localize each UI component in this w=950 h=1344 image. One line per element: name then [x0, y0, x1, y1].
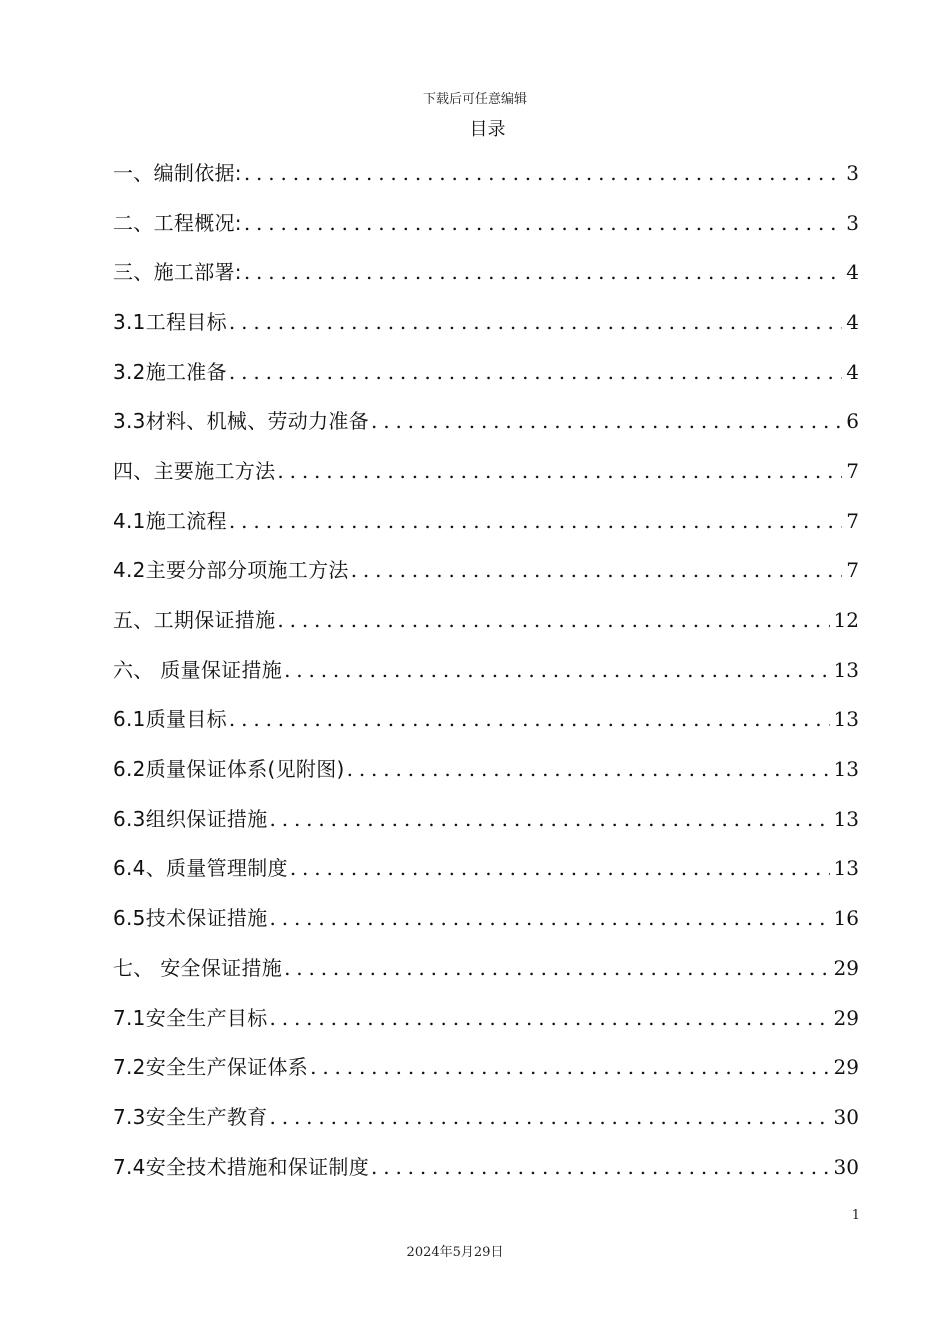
page-number: 1	[851, 1208, 860, 1223]
toc-entry-page: 4	[846, 359, 859, 384]
toc-entry[interactable]	[113, 347, 859, 397]
toc-entry[interactable]	[113, 148, 859, 198]
toc-entry-label: 七、 安全保证措施	[113, 955, 283, 980]
toc-entry-label: 二、工程概况:	[113, 210, 242, 235]
toc-entry-page: 4	[846, 260, 859, 285]
toc-entry-page: 6	[846, 409, 859, 434]
toc-entry-label: 4.2主要分部分项施工方法	[113, 558, 349, 583]
toc-dot-leader	[284, 658, 829, 682]
toc-dot-leader	[229, 509, 842, 533]
toc-entry-label: 五、工期保证措施	[113, 608, 276, 633]
toc-entry-label: 3.3材料、机械、劳动力准备	[113, 409, 370, 434]
toc-entry-page: 7	[846, 508, 859, 533]
toc-entry[interactable]	[113, 1142, 859, 1192]
toc-entry-page: 7	[846, 558, 859, 583]
header-note: 下载后可任意编辑	[422, 92, 527, 107]
toc-entry-page: 29	[833, 955, 859, 980]
toc-entry[interactable]	[113, 247, 859, 297]
toc-dot-leader	[284, 956, 829, 980]
toc-title: 目录	[469, 119, 506, 140]
toc-entry-label: 6.5技术保证措施	[113, 906, 268, 931]
toc-entry-label: 7.4安全技术措施和保证制度	[113, 1154, 370, 1179]
toc-dot-leader	[229, 707, 830, 731]
toc-entry-page: 30	[833, 1154, 859, 1179]
toc-dot-leader	[277, 459, 842, 483]
toc-entry-label: 7.2安全生产保证体系	[113, 1055, 309, 1080]
toc-entry[interactable]	[113, 744, 859, 794]
toc-entry-page: 4	[846, 309, 859, 334]
toc-entry[interactable]	[113, 396, 859, 446]
toc-dot-leader	[371, 409, 842, 433]
toc-dot-leader	[290, 856, 830, 880]
toc-entry[interactable]	[113, 546, 859, 596]
toc-dot-leader	[371, 1155, 830, 1179]
toc-entry-page: 13	[833, 856, 859, 881]
toc-entry-label: 3.2施工准备	[113, 359, 227, 384]
toc-entry-page: 13	[833, 657, 859, 682]
toc-entry[interactable]	[113, 695, 859, 745]
toc-entry-page: 12	[833, 608, 859, 633]
toc-entry-page: 13	[833, 757, 859, 782]
toc-entry-label: 6.1质量目标	[113, 707, 227, 732]
toc-entry-label: 6.4、质量管理制度	[113, 856, 288, 881]
toc-dot-leader	[229, 360, 842, 384]
toc-entry-page: 3	[846, 210, 859, 235]
toc-dot-leader	[270, 1006, 830, 1030]
table-of-contents	[113, 148, 859, 1191]
toc-dot-leader	[244, 161, 842, 185]
toc-entry-label: 7.1安全生产目标	[113, 1005, 268, 1030]
toc-entry[interactable]	[113, 496, 859, 546]
toc-dot-leader	[270, 807, 830, 831]
toc-entry[interactable]	[113, 446, 859, 496]
toc-dot-leader	[351, 558, 843, 582]
toc-dot-leader	[244, 211, 842, 235]
toc-entry-label: 六、 质量保证措施	[113, 657, 283, 682]
toc-dot-leader	[347, 757, 830, 781]
toc-entry[interactable]	[113, 844, 859, 894]
toc-entry-page: 3	[846, 160, 859, 185]
toc-dot-leader	[270, 906, 830, 930]
toc-entry[interactable]	[113, 297, 859, 347]
toc-entry-page: 30	[833, 1104, 859, 1129]
toc-entry[interactable]	[113, 645, 859, 695]
toc-entry[interactable]	[113, 993, 859, 1043]
toc-entry-page: 29	[833, 1005, 859, 1030]
toc-dot-leader	[310, 1055, 829, 1079]
toc-entry[interactable]	[113, 893, 859, 943]
toc-entry-label: 7.3安全生产教育	[113, 1104, 268, 1129]
toc-entry[interactable]	[113, 595, 859, 645]
toc-entry[interactable]	[113, 1092, 859, 1142]
toc-entry-label: 一、编制依据:	[113, 160, 242, 185]
toc-dot-leader	[270, 1105, 830, 1129]
toc-entry-page: 7	[846, 458, 859, 483]
toc-dot-leader	[229, 310, 842, 334]
toc-entry[interactable]	[113, 1042, 859, 1092]
toc-entry-label: 6.2质量保证体系(见附图)	[113, 757, 345, 782]
toc-dot-leader	[277, 608, 829, 632]
toc-entry-label: 4.1施工流程	[113, 508, 227, 533]
toc-entry-page: 13	[833, 806, 859, 831]
toc-entry-label: 6.3组织保证措施	[113, 806, 268, 831]
toc-entry[interactable]	[113, 198, 859, 248]
toc-entry-page: 13	[833, 707, 859, 732]
toc-entry-page: 16	[833, 906, 859, 931]
toc-dot-leader	[244, 260, 842, 284]
toc-entry-label: 三、施工部署:	[113, 260, 242, 285]
toc-entry-page: 29	[833, 1055, 859, 1080]
toc-entry[interactable]	[113, 943, 859, 993]
toc-entry-label: 3.1工程目标	[113, 309, 227, 334]
toc-entry-label: 四、主要施工方法	[113, 458, 276, 483]
footer-date: 2024年5月29日	[406, 1245, 504, 1260]
toc-entry[interactable]	[113, 794, 859, 844]
